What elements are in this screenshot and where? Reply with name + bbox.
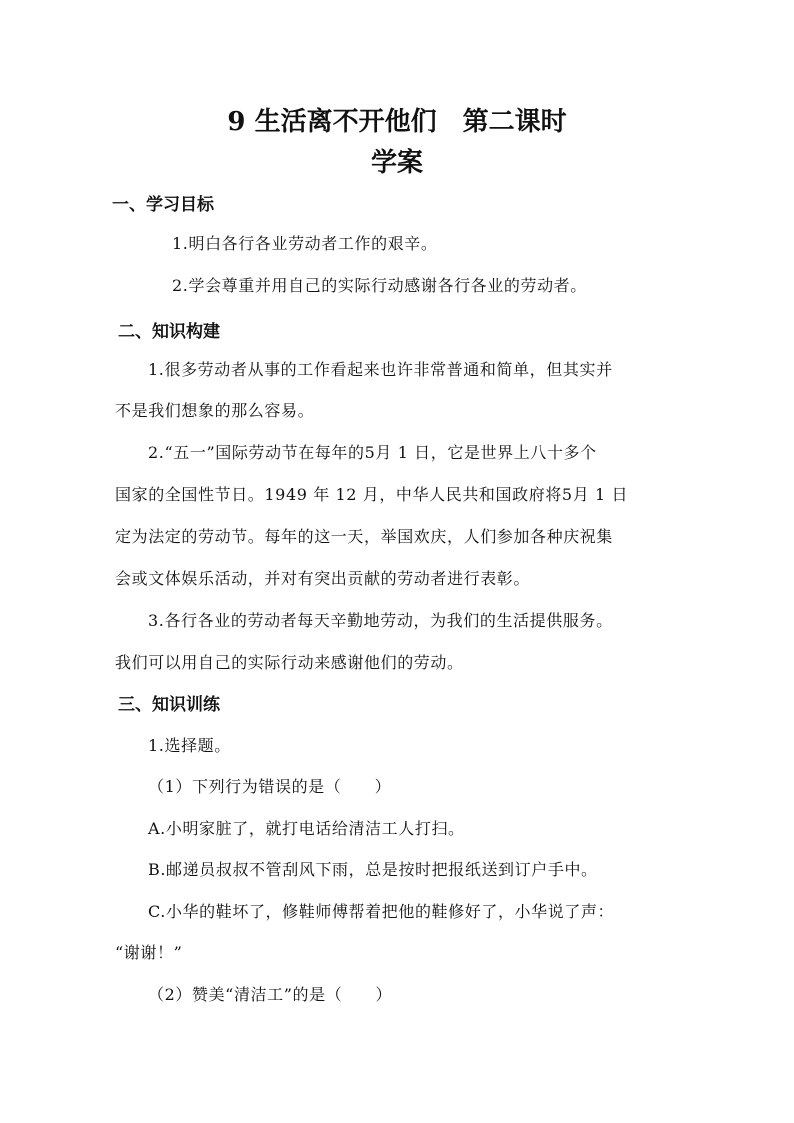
question-2-stem: （2）赞美“清洁工”的是（ ） <box>148 985 393 1004</box>
page-title: 9 生活离不开他们 第二课时 <box>227 107 567 137</box>
question-1-option-c-continued: “谢谢！” <box>115 943 183 962</box>
paragraph-line: 2.“五一”国际劳动节在每年的5月 1 日，它是世界上八十多个 <box>148 443 597 462</box>
section-heading-goals: 一、学习目标 <box>112 195 214 215</box>
paragraph-line: 定为法定的劳动节。每年的这一天，举国欢庆，人们参加各种庆祝集 <box>115 527 614 546</box>
question-type-label: 1.选择题。 <box>148 736 231 755</box>
section-heading-knowledge: 二、知识构建 <box>118 322 220 342</box>
question-1-option-a: A.小明家脏了，就打电话给清洁工人打扫。 <box>148 819 465 838</box>
paragraph-line: 国家的全国性节日。1949 年 12 月，中华人民共和国政府将5月 1 日 <box>115 485 629 504</box>
goal-line-1: 1.明白各行各业劳动者工作的艰辛。 <box>172 234 438 253</box>
paragraph-line: 1.很多劳动者从事的工作看起来也许非常普通和简单，但其实并 <box>148 360 613 379</box>
paragraph-line: 会或文体娱乐活动，并对有突出贡献的劳动者进行表彰。 <box>115 569 531 588</box>
page-subtitle: 学案 <box>370 148 423 178</box>
goal-line-2: 2.学会尊重并用自己的实际行动感谢各行各业的劳动者。 <box>172 276 587 295</box>
paragraph-line: 3.各行各业的劳动者每天辛勤地劳动，为我们的生活提供服务。 <box>148 611 613 630</box>
paragraph-line: 我们可以用自己的实际行动来感谢他们的劳动。 <box>115 653 464 672</box>
section-heading-practice: 三、知识训练 <box>118 695 220 715</box>
question-1-option-c: C.小华的鞋坏了，修鞋师傅帮着把他的鞋修好了，小华说了声： <box>148 902 615 921</box>
question-1-option-b: B.邮递员叔叔不管刮风下雨，总是按时把报纸送到订户手中。 <box>148 860 598 879</box>
question-1-stem: （1）下列行为错误的是（ ） <box>148 777 392 796</box>
paragraph-line: 不是我们想象的那么容易。 <box>115 401 315 420</box>
